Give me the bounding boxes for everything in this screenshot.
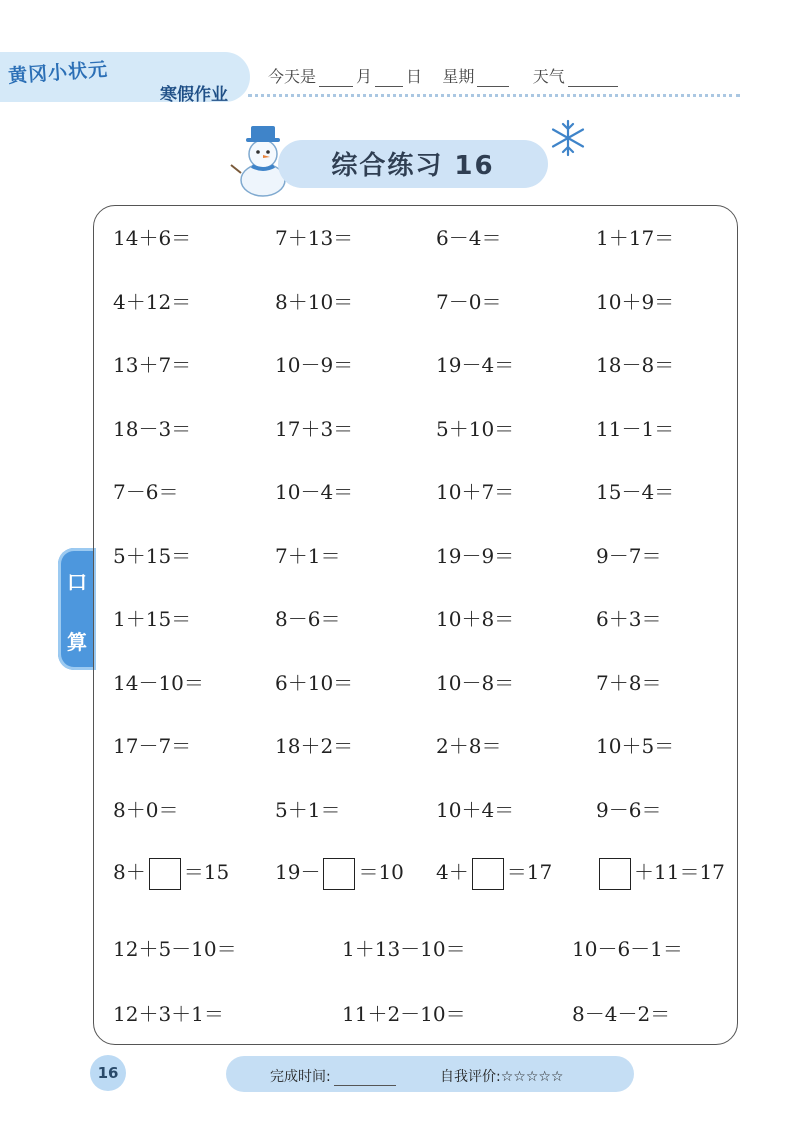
section-side-tab [58, 548, 96, 670]
problem: 8－6＝ [275, 607, 341, 631]
answer-box[interactable] [599, 858, 631, 890]
problem: 5＋10＝ [436, 416, 515, 441]
problem: 17＋3＝ [275, 416, 354, 441]
workbook-subtitle: 寒假作业 [160, 85, 228, 105]
problem: 6－4＝ [436, 226, 502, 250]
header-divider [248, 94, 740, 97]
problem: 10＋9＝ [596, 289, 675, 314]
problem: 4＋12＝ [113, 289, 192, 314]
problem: 9－7＝ [596, 543, 662, 568]
fill-box-problem [113, 856, 229, 890]
problem: 19－4＝ [436, 353, 515, 377]
answer-box[interactable] [323, 858, 355, 890]
problem: 10－8＝ [436, 670, 515, 695]
problem: 10－9＝ [275, 353, 354, 377]
problem: 10＋5＝ [596, 734, 675, 758]
problem: 7＋1＝ [275, 543, 341, 568]
month-label: 月 [356, 67, 373, 86]
problem: 7－6＝ [113, 480, 179, 504]
answer-box[interactable] [472, 858, 504, 890]
problem: 8＋10＝ [275, 289, 354, 314]
three-term-problem: 11＋2－10＝ [342, 1002, 466, 1026]
problem: 18－8＝ [596, 353, 675, 377]
answer-box[interactable] [149, 858, 181, 890]
problem: 13＋7＝ [113, 353, 192, 377]
problem: 2＋8＝ [436, 734, 502, 758]
problem: 8＋0＝ [113, 797, 179, 822]
day-label: 日 [406, 67, 423, 86]
problem: 10＋4＝ [436, 797, 515, 822]
problem: 6＋3＝ [596, 607, 662, 631]
three-term-problem: 12＋5－10＝ [113, 937, 237, 961]
completion-time-label: 完成时间: [270, 1069, 331, 1085]
problem: 18＋2＝ [275, 734, 354, 758]
problem: 10＋8＝ [436, 607, 515, 631]
problem: 6＋10＝ [275, 670, 354, 695]
problem: 7＋13＝ [275, 226, 354, 250]
problem-after: ＋11＝17 [634, 860, 725, 884]
fill-box-problem [436, 856, 552, 890]
weather-label: 天气 [532, 67, 565, 86]
self-evaluation [440, 1066, 563, 1086]
problem: 7－0＝ [436, 289, 502, 314]
problem-before: 8＋ [113, 860, 146, 884]
problem: 18－3＝ [113, 416, 192, 441]
problem-before: 4＋ [436, 860, 469, 884]
weekday-label: 星期 [442, 67, 475, 86]
fill-box-problem [275, 856, 404, 890]
problem-before: 19－ [275, 860, 321, 884]
snowflake-icon [548, 118, 588, 158]
problem: 17－7＝ [113, 734, 192, 758]
problem: 10－4＝ [275, 480, 354, 504]
problem-after: ＝15 [183, 860, 230, 884]
self-eval-label: 自我评价: [440, 1069, 501, 1085]
weekday-blank[interactable] [477, 72, 509, 87]
day-blank[interactable] [375, 72, 403, 87]
problem: 11－1＝ [596, 416, 675, 441]
three-term-problem: 8－4－2＝ [572, 1002, 671, 1026]
problem-after: ＝17 [506, 860, 553, 884]
three-term-problem: 12＋3＋1＝ [113, 1002, 224, 1026]
problem: 14－10＝ [113, 670, 204, 695]
fill-box-problem [596, 856, 725, 890]
problem: 10＋7＝ [436, 480, 515, 504]
weather-blank[interactable] [568, 72, 618, 87]
three-term-problem: 10－6－1＝ [572, 937, 683, 961]
page-number: 16 [97, 1064, 119, 1082]
problem: 1＋17＝ [596, 226, 675, 250]
side-tab-char: 算 [67, 630, 87, 654]
problem-after: ＝10 [358, 860, 404, 884]
date-prefix: 今天是 [268, 67, 317, 86]
problem: 1＋15＝ [113, 607, 192, 631]
page-title: 综合练习 16 [331, 151, 495, 181]
problem: 9－6＝ [596, 797, 662, 822]
problem: 14＋6＝ [113, 226, 192, 250]
date-line [268, 64, 621, 87]
problem: 5＋15＝ [113, 543, 192, 568]
problem: 7＋8＝ [596, 670, 662, 695]
side-tab-char: 口 [67, 570, 87, 594]
three-term-problem: 1＋13－10＝ [342, 937, 466, 961]
brand-logo-text: 黄冈小状元 [7, 58, 109, 88]
rating-stars[interactable]: ☆☆☆☆☆ [500, 1069, 564, 1085]
completion-time-blank[interactable] [334, 1073, 396, 1086]
problem: 5＋1＝ [275, 797, 341, 822]
problem: 19－9＝ [436, 543, 515, 568]
completion-time [270, 1066, 399, 1086]
month-blank[interactable] [319, 72, 353, 87]
problem: 15－4＝ [596, 480, 675, 504]
